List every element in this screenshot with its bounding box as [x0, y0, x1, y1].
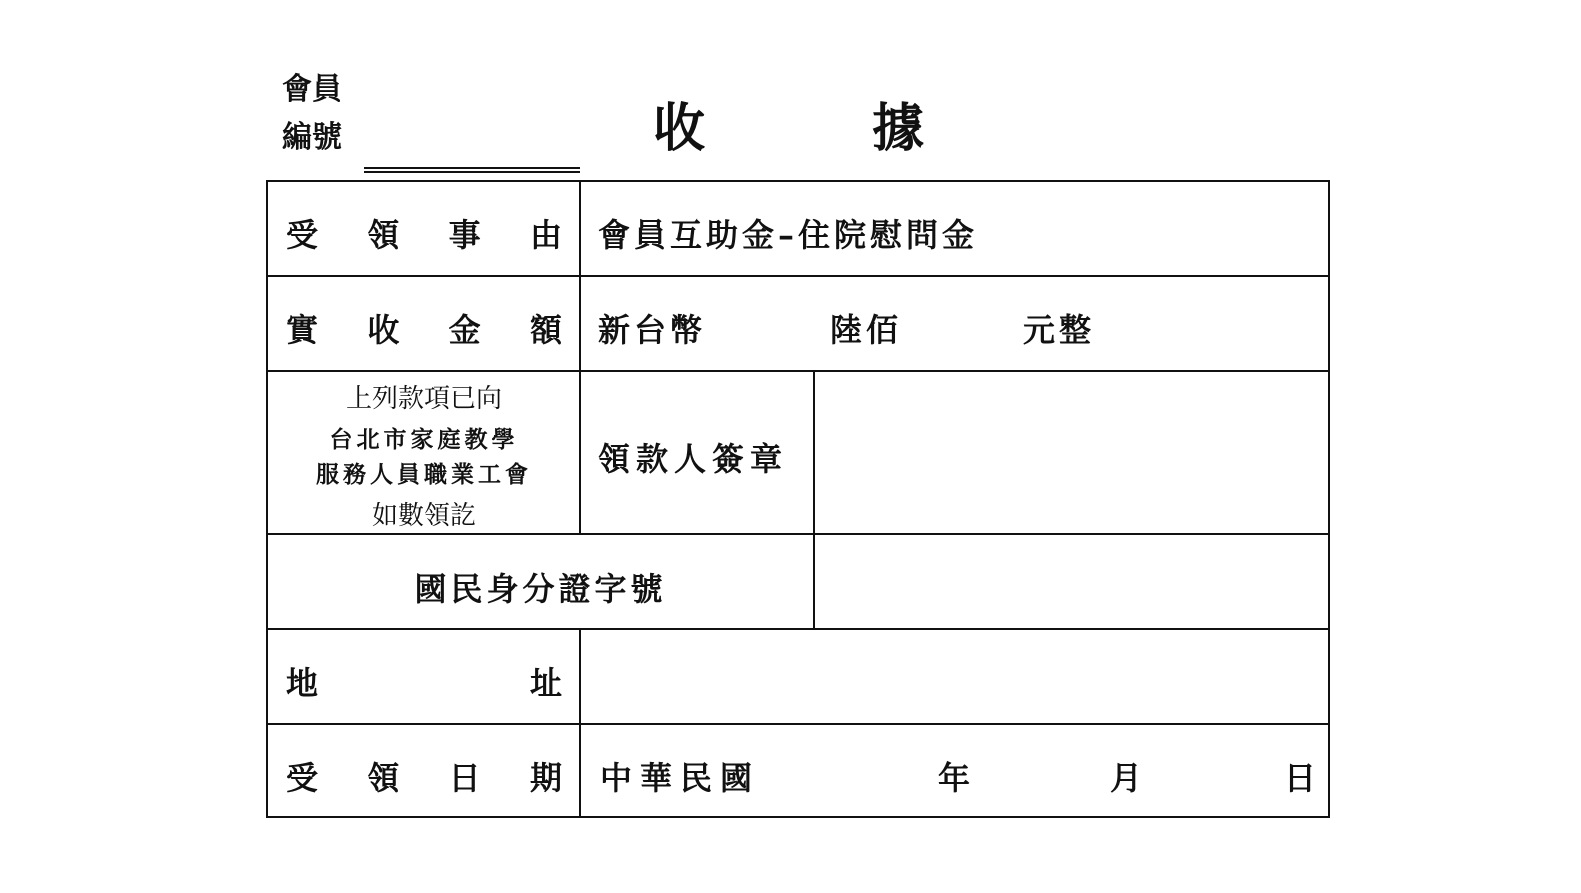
receipt-line-1: 上列款項已向: [345, 384, 502, 414]
label-char: 額: [529, 311, 562, 349]
id-number-label: 國民身分證字號: [414, 570, 667, 608]
amount-label: [286, 305, 562, 351]
label-char: 事: [448, 216, 481, 254]
divider: [268, 275, 1330, 277]
title-char-1: 收: [653, 98, 706, 159]
address-field[interactable]: [581, 630, 1330, 723]
divider: [268, 723, 1330, 725]
label-char: 實: [286, 311, 319, 349]
date-day: 日: [1284, 759, 1321, 797]
reason-label: [286, 210, 562, 256]
label-char: 領: [367, 216, 400, 254]
label-char: 地: [286, 664, 319, 702]
amount-value: 陸佰: [830, 311, 903, 349]
signature-field[interactable]: [815, 372, 1330, 533]
date-era: 中華民國: [600, 759, 761, 797]
member-number-field[interactable]: [364, 167, 580, 173]
member-label-line-2: 編號: [282, 120, 342, 155]
amount-suffix: 元整: [1023, 311, 1096, 349]
id-number-field[interactable]: [815, 535, 1330, 628]
label-char: 收: [367, 311, 400, 349]
label-char: 日: [448, 759, 481, 797]
amount-currency: 新台幣: [598, 311, 707, 349]
address-label: [286, 658, 562, 704]
member-label-line-1: 會員: [282, 72, 342, 107]
date-label: [286, 753, 562, 799]
label-char: 金: [448, 311, 481, 349]
receipt-form: [266, 180, 1330, 818]
label-char: 領: [367, 759, 400, 797]
receipt-line-4: 如數領訖: [371, 501, 476, 531]
label-char: 期: [529, 759, 562, 797]
label-char: 由: [529, 216, 562, 254]
title-char-2: 據: [872, 98, 925, 159]
label-char: 受: [286, 759, 319, 797]
receipt-line-2: 台北市家庭教學: [329, 426, 519, 453]
receipt-line-3: 服務人員職業工會: [316, 461, 532, 488]
label-char: 址: [529, 664, 562, 702]
label-char: 受: [286, 216, 319, 254]
member-number-label: [282, 66, 342, 162]
reason-value: 會員互助金–住院慰問金: [598, 216, 979, 254]
date-year: 年: [938, 759, 975, 797]
signature-label: 領款人簽章: [598, 440, 789, 478]
date-month: 月: [1110, 759, 1147, 797]
